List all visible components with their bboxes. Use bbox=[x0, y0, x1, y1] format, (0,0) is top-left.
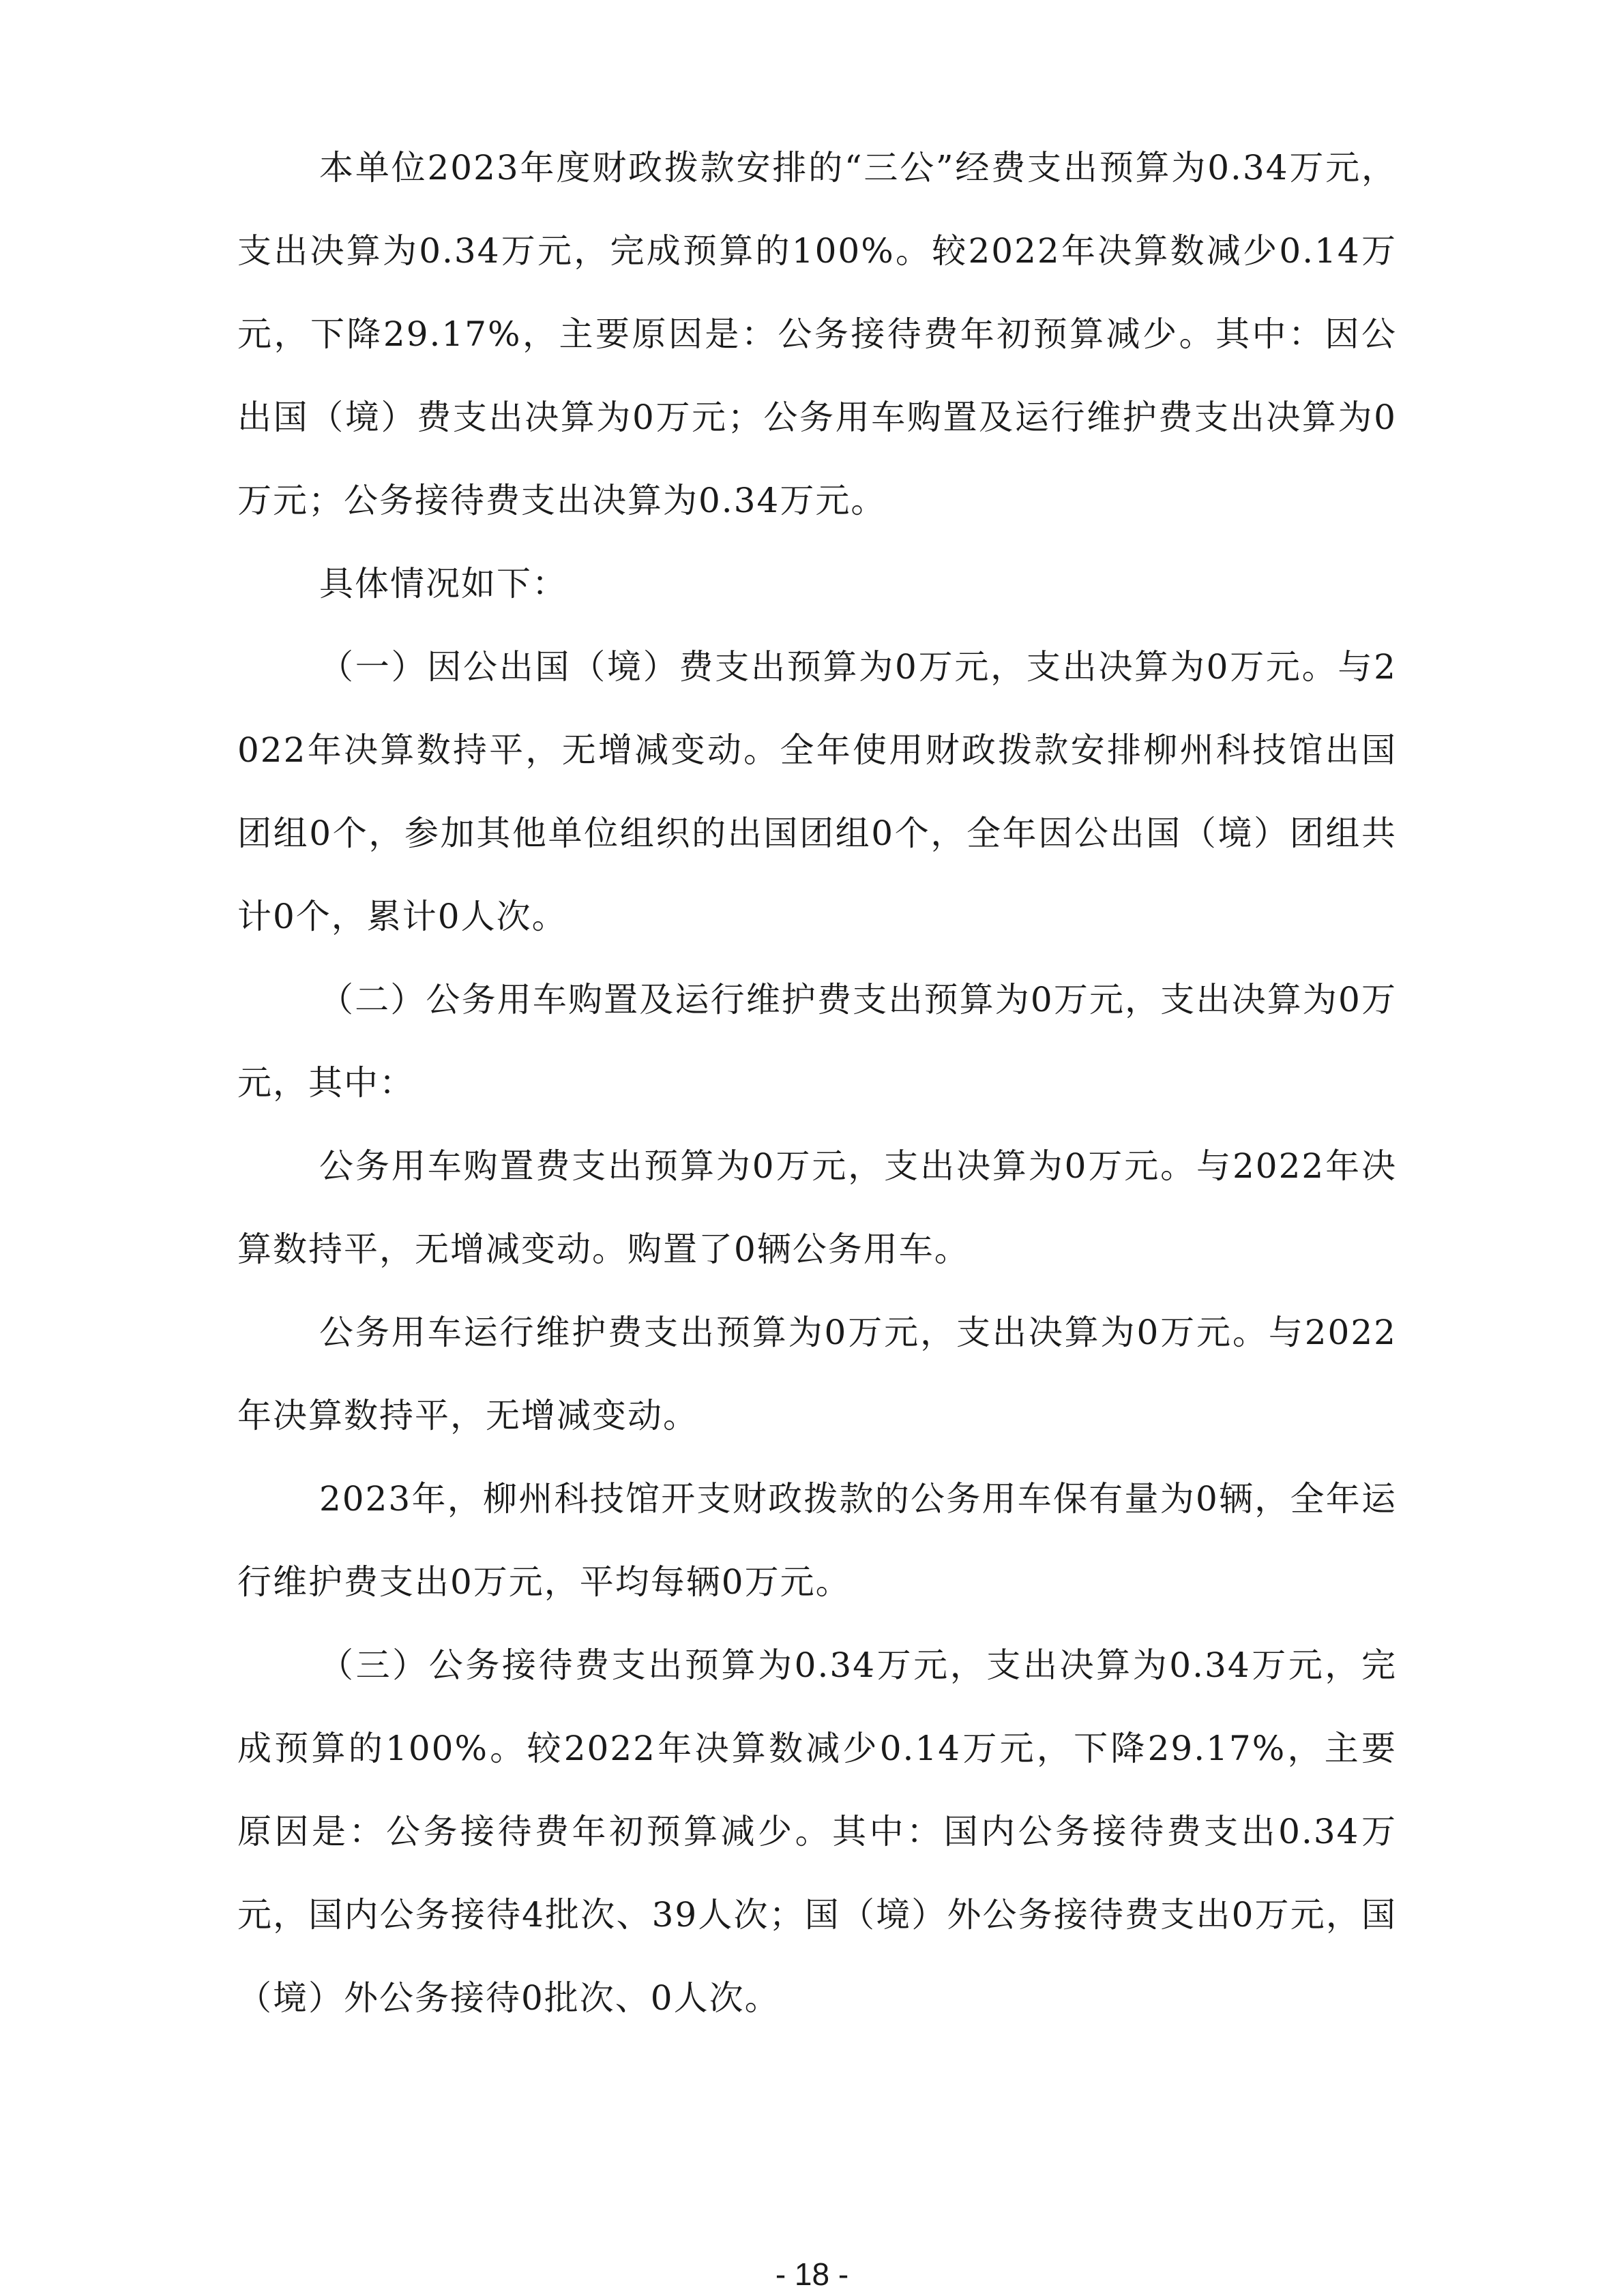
paragraph-overseas-travel: （一）因公出国（境）费支出预算为0万元，支出决算为0万元。与2022年决算数持平，无增减变动。全年使用财政拨款安排柳州科技馆出国团组0个，参加其他单位组织的出国团组0个，全年因公出国（境）团组共计0个，累计0人次。 bbox=[237, 647, 1397, 936]
paragraph-official-reception: （三）公务接待费支出预算为0.34万元，支出决算为0.34万元，完成预算的100%。较2022年决算数减少0.14万元，下降29.17%，主要原因是：公务接待费年初预算减少。其中：国内公务接待费支出0.34万元，国内公务接待4批次、39人次；国（境）外公务接待费支出0万元，国（境）外公务接待0批次、0人次。 bbox=[237, 1645, 1397, 2018]
paragraph-vehicle-maintenance: 公务用车运行维护费支出预算为0万元，支出决算为0万元。与2022年决算数持平，无增减变动。 bbox=[237, 1313, 1397, 1435]
paragraph-three-public-expenses-summary: 本单位2023年度财政拨款安排的“三公”经费支出预算为0.34万元，支出决算为0.34万元，完成预算的100%。较2022年决算数减少0.14万元，下降29.17%，主要原因是：公务接待费年初预算减少。其中：因公出国（境）费支出决算为0万元；公务用车购置及运行维护费支出决算为0万元；公务接待费支出决算为0.34万元。 bbox=[237, 148, 1397, 520]
paragraph-official-vehicles: （二）公务用车购置及运行维护费支出预算为0万元，支出决算为0万元，其中： bbox=[237, 980, 1397, 1103]
page-number: - 18 - bbox=[775, 2256, 849, 2292]
paragraph-details-intro: 具体情况如下： bbox=[319, 564, 567, 603]
paragraph-vehicle-purchase: 公务用车购置费支出预算为0万元，支出决算为0万元。与2022年决算数持平，无增减变动。购置了0辆公务用车。 bbox=[237, 1146, 1397, 1269]
document-body bbox=[237, 126, 1397, 2040]
paragraph-vehicle-holdings: 2023年，柳州科技馆开支财政拨款的公务用车保有量为0辆，全年运行维护费支出0万元，平均每辆0万元。 bbox=[237, 1479, 1397, 1602]
